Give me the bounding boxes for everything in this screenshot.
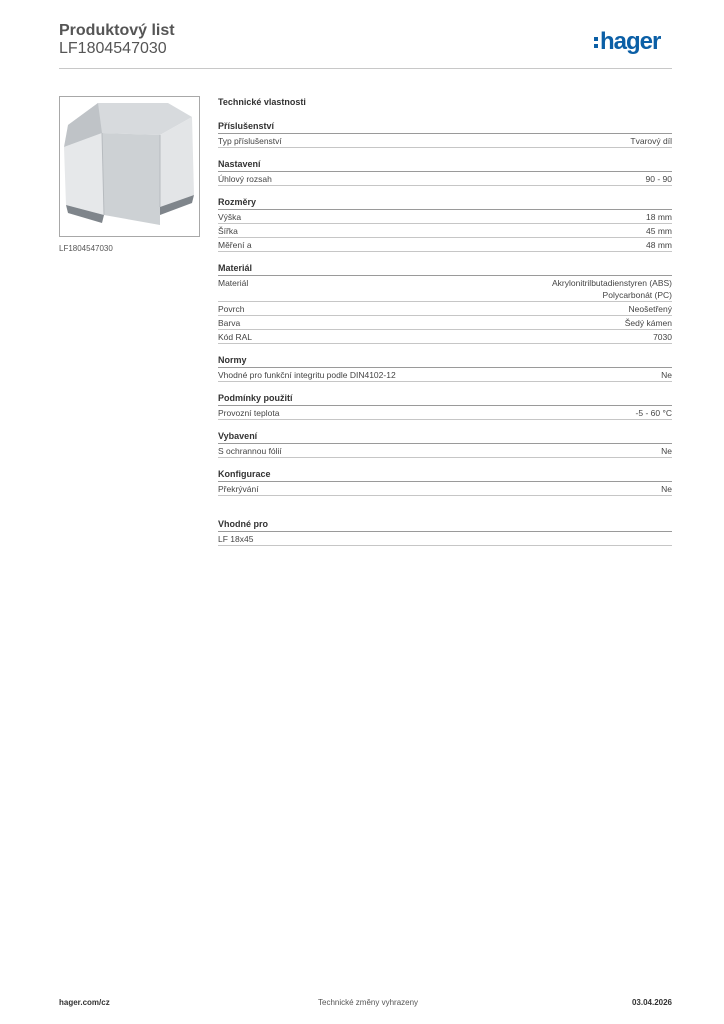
spec-value — [625, 317, 672, 329]
logo-dots-icon — [594, 37, 598, 48]
spec-row — [218, 406, 672, 420]
spec-value-line: 48 mm — [646, 240, 672, 250]
suitable-rows — [218, 532, 672, 546]
hager-logo — [594, 27, 660, 57]
spec-row — [218, 444, 672, 458]
spec-label: Šířka — [218, 226, 238, 236]
group-title: Vybavení — [218, 430, 672, 444]
spec-group — [218, 196, 672, 252]
section-title: Technické vlastnosti — [218, 97, 306, 107]
spec-row — [218, 224, 672, 238]
group-title: Rozměry — [218, 196, 672, 210]
spec-value — [646, 239, 672, 251]
spec-value — [630, 135, 672, 147]
spec-value — [646, 211, 672, 223]
spec-group — [218, 468, 672, 496]
spec-value-line: 7030 — [653, 332, 672, 342]
product-code: LF1804547030 — [59, 40, 167, 57]
spec-value — [661, 483, 672, 495]
spec-label: Typ příslušenství — [218, 136, 282, 146]
spec-value — [646, 225, 672, 237]
spec-value-line: Neošetřený — [628, 304, 672, 314]
spec-value-line: Tvarový díl — [630, 136, 672, 146]
page-title: Produktový list — [59, 22, 175, 39]
spec-value-line: Akrylonitrilbutadienstyren (ABS) — [552, 278, 672, 288]
spec-group — [218, 158, 672, 186]
spec-value-line: 18 mm — [646, 212, 672, 222]
spec-value — [636, 407, 672, 419]
inner-corner-icon — [60, 97, 199, 236]
logo-wordmark: hager — [600, 28, 661, 55]
spec-label: Kód RAL — [218, 332, 253, 342]
spec-row — [218, 134, 672, 148]
spec-label: LF 18x45 — [218, 534, 254, 544]
spec-label: S ochrannou fólií — [218, 446, 282, 456]
spec-value-line: Ne — [661, 446, 672, 456]
spec-value — [661, 445, 672, 457]
spec-row — [218, 210, 672, 224]
group-title: Příslušenství — [218, 120, 672, 134]
header-divider — [59, 68, 672, 69]
spec-value-line: Ne — [661, 370, 672, 380]
product-image — [59, 96, 200, 237]
footer-note: Technické změny vyhrazeny — [318, 998, 419, 1007]
spec-row — [218, 330, 672, 344]
spec-value — [629, 303, 672, 315]
spec-value-line: -5 - 60 °C — [635, 408, 672, 418]
group-title: Podmínky použití — [218, 392, 672, 406]
spec-group — [218, 354, 672, 382]
image-caption: LF1804547030 — [59, 244, 113, 253]
group-title: Konfigurace — [218, 468, 672, 482]
spec-label: Úhlový rozsah — [218, 174, 272, 184]
spec-row — [218, 276, 672, 302]
spec-row — [218, 172, 672, 186]
spec-value-line: 90 - 90 — [645, 174, 672, 184]
spec-label: Výška — [218, 212, 242, 222]
spec-value — [661, 369, 672, 381]
footer-date: 03.04.2026 — [631, 998, 672, 1007]
spec-row — [218, 316, 672, 330]
spec-row — [218, 368, 672, 382]
spec-label: Vhodné pro funkční integritu podle DIN4102-12 — [218, 370, 396, 380]
spec-label: Překrývání — [218, 484, 259, 494]
spec-row — [218, 532, 672, 546]
spec-value-line: Šedý kámen — [624, 318, 672, 328]
group-title: Nastavení — [218, 158, 672, 172]
spec-value-line: Polycarbonát (PC) — [602, 290, 672, 300]
spec-value — [552, 277, 672, 301]
spec-group — [218, 262, 672, 344]
spec-label: Barva — [218, 318, 241, 328]
group-title: Normy — [218, 354, 672, 368]
spec-value-line: Ne — [661, 484, 672, 494]
suitable-for-group — [218, 518, 672, 546]
spec-value — [646, 173, 672, 185]
spec-label: Povrch — [218, 304, 245, 314]
spec-row — [218, 482, 672, 496]
spec-group — [218, 430, 672, 458]
spec-groups — [218, 120, 672, 496]
technical-properties — [218, 96, 672, 556]
spec-label: Provozní teplota — [218, 408, 280, 418]
spec-group — [218, 392, 672, 420]
spec-row — [218, 238, 672, 252]
spec-value — [653, 331, 672, 343]
spec-label: Materiál — [218, 278, 249, 288]
spec-row — [218, 302, 672, 316]
spec-value-line: 45 mm — [646, 226, 672, 236]
group-title: Vhodné pro — [218, 518, 672, 532]
group-title: Materiál — [218, 262, 672, 276]
footer-website-link[interactable]: hager.com/cz — [59, 998, 110, 1007]
spec-label: Měření a — [218, 240, 252, 250]
spec-group — [218, 120, 672, 148]
